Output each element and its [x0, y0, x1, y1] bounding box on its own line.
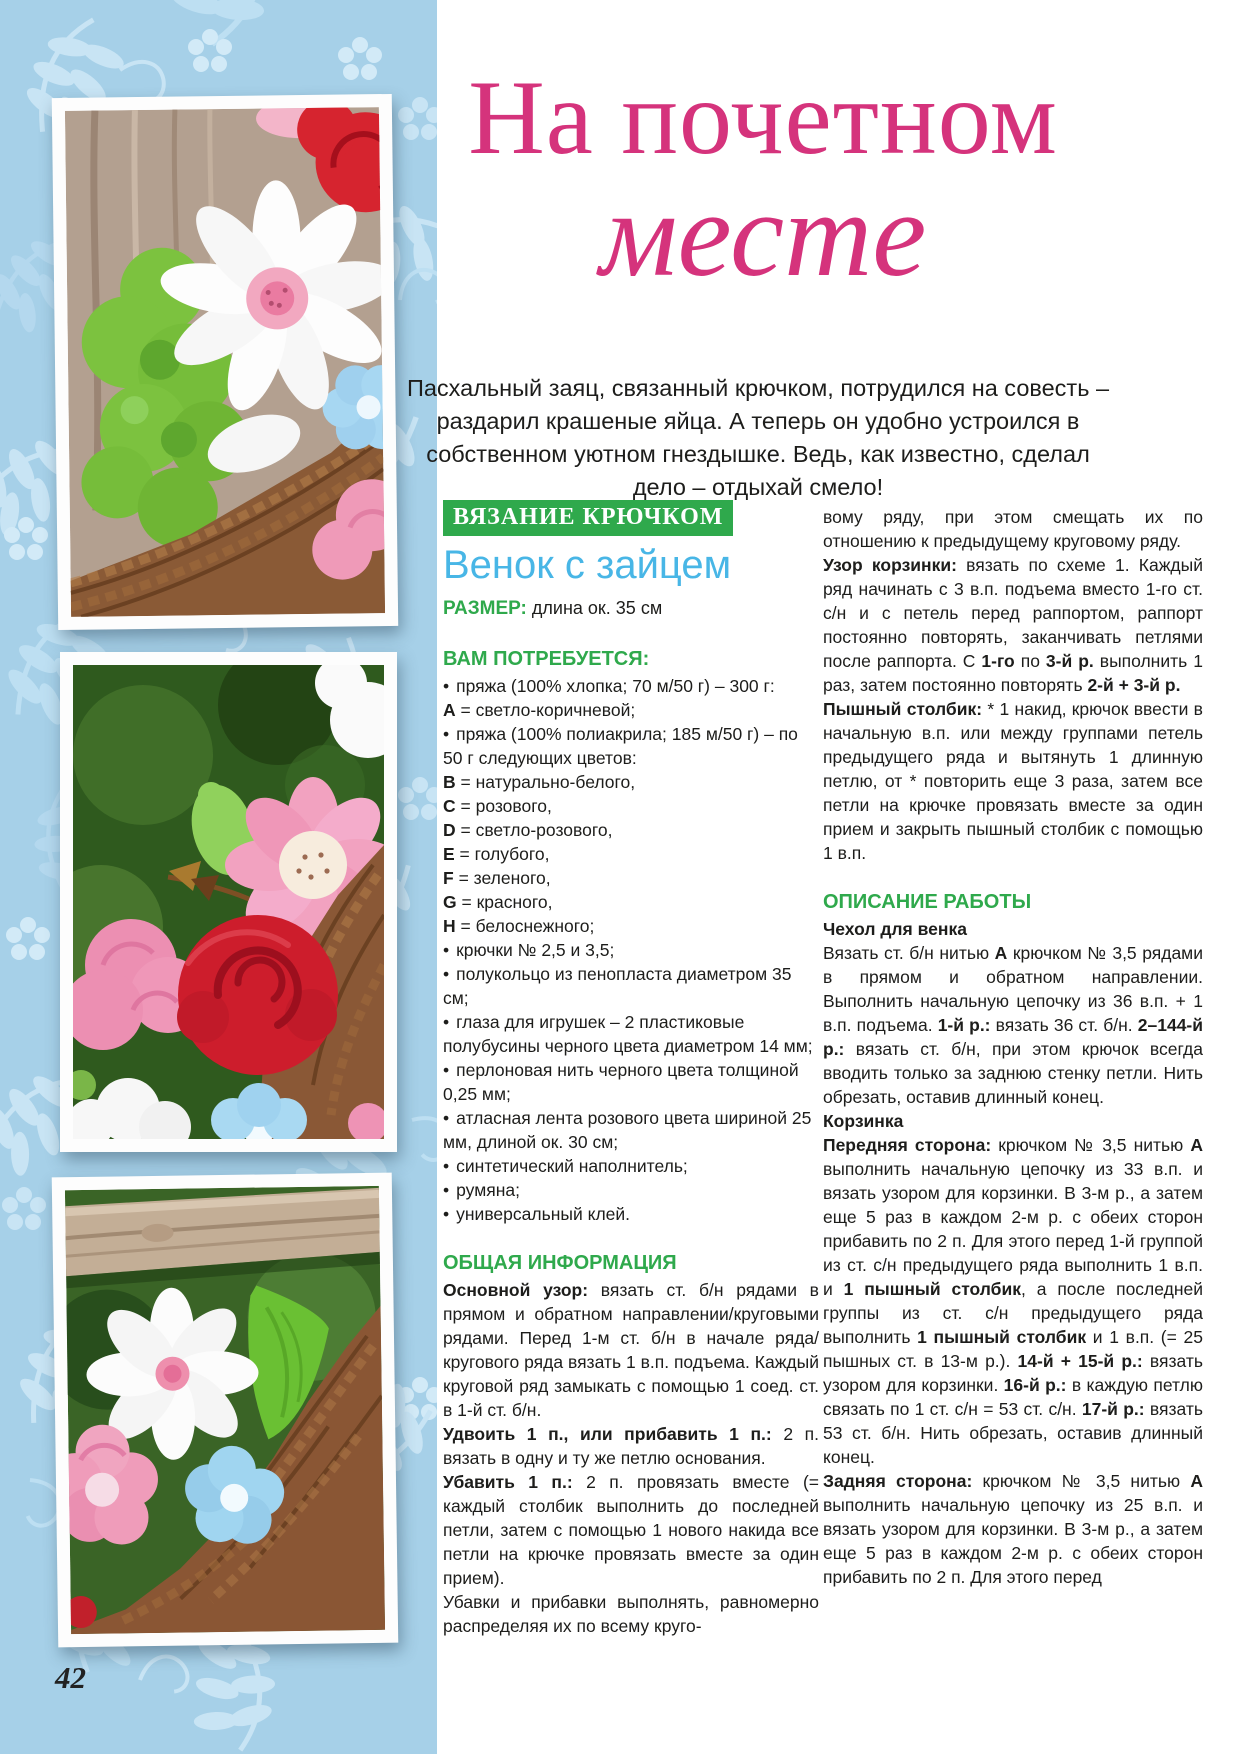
work-description-heading: ОПИСАНИЕ РАБОТЫ [823, 891, 1032, 913]
material-item: • глаза для игрушек – 2 пластиковые полубусины черного цвета диаметром 14 мм; [443, 1012, 813, 1056]
category-tag: ВЯЗАНИЕ КРЮЧКОМ [443, 500, 733, 536]
material-item: • румяна; [443, 1180, 520, 1200]
materials-list [443, 674, 819, 1226]
article-right-column [823, 505, 1203, 1589]
photo-scene-3 [65, 1186, 385, 1634]
material-item: • синтетический наполнитель; [443, 1156, 688, 1176]
work-paragraph: Вязать ст. б/н нитью A крючком № 3,5 рядами в прямом и обратном направлении. Выполнить начальную цепочку из 36 в.п. + 1 в.п. подъема. 1-й р.: вязать 36 ст. б/н. 2–144-й р.: вязать ст. б/н, при этом крючок всегда вводить только за заднюю стенку петли. Нить обрезать, оставив длинный конец. [823, 943, 1204, 1107]
size-line [443, 596, 819, 621]
work-subheading: Корзинка [823, 1111, 904, 1131]
instructions-paragraph: Пышный столбик: * 1 накид, крючок ввести в начальную в.п. или между группами петель предыдущего ряда и вытянуть 1 длинную петлю, от * повторить еще 3 раза, затем все петли на крючке провязать вместе за один прием и закрыть пышный столбик с помощью 1 в.п. [823, 699, 1203, 863]
general-info-paragraph: Основной узор: вязать ст. б/н рядами в прямом и обратном направлении/круговыми рядами. Перед 1-м ст. б/н в начале ряда/кругового ряда вязать 1 в.п. подъема. Каждый круговой ряд замыкать с помощью 1 соед. ст. в 1-й ст. б/н. [443, 1280, 819, 1420]
material-item: • перлоновая нить черного цвета толщиной 0,25 мм; [443, 1060, 799, 1104]
page-number: 42 [55, 1660, 86, 1695]
material-item: A = светло-коричневой; [443, 700, 636, 720]
intro-text: Пасхальный заяц, связанный крючком, потрудился на совесть – раздарил крашеные яйца. А теперь он удобно устроился в собственном уютном гнездышке. Ведь, как известно, сделал дело – отдыхай смело! [406, 375, 1110, 500]
page-title-line2: месте [599, 167, 927, 303]
material-item: • универсальный клей. [443, 1204, 631, 1224]
material-item: • полукольцо из пенопласта диаметром 35 см; [443, 964, 792, 1008]
general-info-paragraph: Убавить 1 п.: 2 п. провязать вместе (= каждый столбик выполнить до последней петли, затем с помощью 1 нового накида все петли на крючке провязать вместе за один прием). [443, 1472, 819, 1588]
size-label: РАЗМЕР: [443, 598, 527, 619]
work-paragraph: Передняя сторона: крючком № 3,5 нитью A выполнить начальную цепочку из 33 в.п. и вязать узором для корзинки. В 3-м р., а затем еще 5 раз в каждом 2-м р. с обеих сторон прибавить по 2 п. Для этого перед 1-й группой из ст. с/н предыдущего ряда выполнить 1 в.п. и 1 пышный столбик, а после последней группы из ст. с/н предыдущего ряда выполнить 1 пышный столбик и 1 в.п. (= 25 пышных ст. в 13-м р.). 14-й + 15-й р.: вязать узором для корзинки. 16-й р.: в каждую петлю связать по 1 ст. с/н = 53 ст. с/н. 17-й р.: вязать 53 ст. б/н. Нить обрезать, оставив длинный конец. [823, 1135, 1204, 1467]
material-item: G = красного, [443, 892, 553, 912]
material-item: E = голубого, [443, 844, 550, 864]
page-title-line1: На почетном [468, 59, 1058, 176]
material-item: • атласная лента розового цвета шириной 25 мм, длиной ок. 30 см; [443, 1108, 812, 1152]
page-title [410, 59, 1116, 303]
material-item: • пряжа (100% полиакрила; 185 м/50 г) – по 50 г следующих цветов: [443, 724, 798, 768]
instructions-paragraph: вому ряду, при этом смещать их по отношению к предыдущему круговому ряду. [823, 507, 1203, 551]
general-info-paragraph: Удвоить 1 п., или прибавить 1 п.: 2 п. вязать в одну и ту же петлю основания. [443, 1424, 819, 1468]
photo-scene-2 [73, 665, 384, 1139]
material-item: • пряжа (100% хлопка; 70 м/50 г) – 300 г: [443, 676, 775, 696]
photo-crochet-branch [52, 1173, 399, 1648]
material-item: B = натурально-белого, [443, 772, 636, 792]
general-info-heading: ОБЩАЯ ИНФОРМАЦИЯ [443, 1252, 677, 1274]
photo-scene-1 [65, 107, 385, 617]
photo-crochet-daisy [52, 94, 398, 630]
general-info-paragraph: Убавки и прибавки выполнять, равномерно распределяя их по всему круго- [443, 1592, 819, 1636]
material-item: C = розового, [443, 796, 552, 816]
article-title: Венок с зайцем [443, 543, 732, 587]
material-item: • крючки № 2,5 и 3,5; [443, 940, 615, 960]
work-subheading: Чехол для венка [823, 919, 967, 939]
size-value: длина ок. 35 см [526, 598, 663, 618]
materials-heading: ВАМ ПОТРЕБУЕТСЯ: [443, 648, 650, 670]
instructions-paragraph: Узор корзинки: вязать по схеме 1. Каждый ряд начинать с 3 в.п. подъема вместо 1-го ст. с/н и с петель перед раппортом, раппорт постоянно повторять, заканчивать петлями после раппорта. С 1-го по 3-й р. выполнить 1 раз, затем постоянно повторять 2-й + 3-й р. [823, 555, 1203, 695]
material-item: F = зеленого, [443, 868, 551, 888]
work-paragraph: Задняя сторона: крючком № 3,5 нитью A выполнить начальную цепочку из 25 в.п. и вязать узором для корзинки. В 3-м р., а затем еще 5 раз в каждом 2-м р. с обеих сторон прибавить по 2 п. Для этого перед [823, 1471, 1203, 1587]
material-item: D = светло-розового, [443, 820, 613, 840]
general-info-section [443, 1251, 819, 1638]
article-left-column [443, 500, 819, 1638]
material-item: H = белоснежного; [443, 916, 595, 936]
photo-crochet-rose [60, 652, 397, 1152]
